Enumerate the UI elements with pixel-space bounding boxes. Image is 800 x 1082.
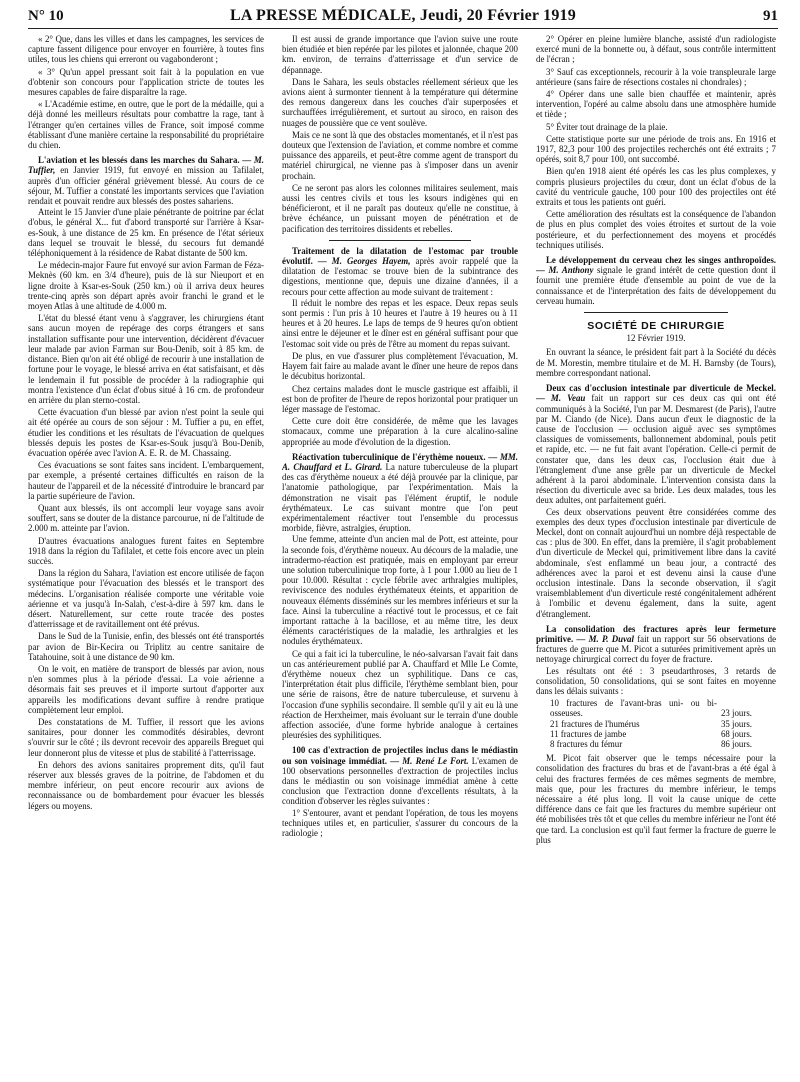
page-number: 91 [763, 8, 778, 24]
paragraph: Les résultats ont été : 3 pseudarthroses, 3 retards de consolidation, 50 consolidations, qui se sont faites en moyenne dans les délais suivants : [536, 665, 776, 696]
section-title: Deux cas d'occlusion intestinale par diverticule de Meckel. [546, 383, 776, 394]
section-title: Traitement de la dilatation de l'estomac par trouble évolutif. [282, 245, 518, 267]
paragraph: L'état du blessé étant venu à s'aggraver, les chirurgiens étant sans aucun moyen de repérage des corps étrangers et sans installation suffisante pour une intervention, décidèrent d'évacuer leur malade par avion Farman sur Bou-Denib, soit à 85 km. de distance. Bien qu'on ait été obligé de recourir à une installation de fortune pour le voyage, le blessé arriva en état satisfaisant, et dès le lendemain il fut possible de procéder à la radiographie qui montra l'existence d'un éclat d'obus situé à 16 cm. de profondeur en arrière du plan sterno-costal. [28, 313, 264, 405]
paragraph: Quant aux blessés, ils ont accompli leur voyage sans avoir souffert, sans se douter de la distance parcourue, ni de l'altitude de 2.000 m. atteinte par l'avion. [28, 502, 264, 534]
paragraph: Chez certains malades dont le muscle gastrique est affaibli, il est bon de profiter de l'heure de repos horizontal pour pratiquer un léger massage de l'estomac. [282, 383, 518, 414]
session-date: 12 Février 1919. [626, 333, 686, 344]
section-title: L'aviation et les blessés dans les marches du Sahara. [38, 155, 240, 166]
journal-title: LA PRESSE MÉDICALE, Jeudi, 20 Février 1919 [230, 7, 576, 24]
paragraph: Il est aussi de grande importance que l'avion suive une route bien étudiée et bien repérée par les pilotes et jalonnée, chaque 200 km. environ, de terrains d'atterrissage et d'un service de dépannage. [282, 34, 518, 75]
issue-number: N° 10 [28, 8, 64, 24]
paragraph: M. Picot fait observer que le temps nécessaire pour la consolidation des fractures du bras et de l'avant-bras a été égal à celui des fractures fermées de ces mêmes segments de membre, mais que, pour les fractures du membre inférieur, le temps nécessaire a été plus long. Il voit la cause unique de cette différence dans ce fait que les fractures du membre supérieur ont été mobilisées très tôt et que celles du membre inférieur ne l'ont été que tard. La conclusion est qu'il faut fermer la fracture de guerre le plus [536, 753, 776, 845]
section-lead: fait un rapport sur 56 observations de fractures de guerre que M. Picot a suturées primitivement après un nettoyage chirurgical correct du foyer de fracture. [536, 633, 776, 665]
section-lead: La nature tuberculeuse de la plupart des cas d'érythème noueux a été déjà prouvée par la clinique, par l'anatomie pathologique, par l'expérimentation. Mais la démonstration ne visait pas l'élément éruptif, le nodule érythémateux. Le cas suivant montre que l'on peut expérimentalement réactiver tout l'ensemble du processus morbide, fièvre, astralgies, éruption. [282, 461, 518, 534]
paragraph: De plus, en vue d'assurer plus complètement l'évacuation, M. Hayem fait faire au malade avant le dîner une heure de repos dans le décubitus horizontal. [282, 350, 518, 382]
table-row [536, 698, 776, 718]
paragraph: Le médecin-major Faure fut envoyé sur avion Farman de Féza-Meknès (60 km. en 3/4 d'heure), puis de là sur Nieuport et en ligne droite à Ksar-es-Souk (250 km.) où il arriva deux heures trente-cinq après son départ après avoir franchi le grand et le moyen Atlas à une altitude de 4.000 m. [28, 260, 264, 312]
section-lead: signale le grand intérêt de cette question dont il fournit une première étude d'ensemble au point de vue de la connaissance et de l'interprétation des faits de développement du cerveau humain. [536, 265, 776, 306]
section-fractures [536, 624, 776, 665]
table-cell-value: 35 jours. [720, 718, 752, 729]
paragraph: « L'Académie estime, en outre, que le port de la médaille, qui a déjà donné les meilleurs résultats pour combattre la rage, tant à l'étranger qu'en certaines villes de France, soit imposé comme établissant d'une manière certaine la responsabilité du propriétaire du chien. [28, 99, 264, 151]
paragraph: 5° Éviter tout drainage de la plaie. [546, 121, 668, 132]
section-author: — M. Anthony [536, 265, 594, 276]
paragraph: Dans le Sahara, les seuls obstacles réellement sérieux que les avions aient à surmonter tiennent à la température qui détermine des remous dangereux dans les couches d'air superposées et surchauffées irrégulièrement, et surtout au siroco, en raison des nuages de poussière que ce vent soulève. [282, 76, 518, 128]
table-cell-value: 86 jours. [720, 739, 752, 749]
table-cell-label: 8 fractures du fémur [550, 739, 623, 749]
paragraph: Bien qu'en 1918 aient été opérés les cas les plus complexes, y compris plusieurs projectiles du cœur, dont un éclat d'obus de la cavité du ventricule gauche, 100 pour 100 des projectiles ont été extraits et tous les patients ont guéri. [536, 166, 776, 208]
paragraph: Dans le Sud de la Tunisie, enfin, des blessés ont été transportés par avion de Bir-Kecira ou Triplitz au centre sanitaire de Tatahouine, soit à une distance de 90 km. [28, 631, 264, 662]
paragraph: 2° Opérer en pleine lumière blanche, assisté d'un radiologiste exercé muni de la bonnette ou, à défaut, sous contrôle intermittent de l'écran ; [536, 34, 776, 65]
section-lead: fait un rapport sur ces deux cas qui ont été communiqués à la Société, l'un par M. Desmarest (de Paris), l'autre par M. Ciando (de Nice). Dans aucun d'eux le diagnostic de la cause de l'occlusion — occlusion aiguë avec ses symptômes classiques de vomissements, ballonnement abdominal, pouls petit et rapide, etc. — ne fut fait avant l'opération. Celle-ci permit de constater que, dans les deux cas, l'occlusion était due à l'étranglement d'une anse grêle par un diverticule de Meckel adhérent à la paroi abdominale. L'intervention consista dans la résection du diverticule avec sa bride. Les deux malades, tous les deux adultes, ont parfaitement guéri. [536, 393, 776, 506]
paragraph: Cette évacuation d'un blessé par avion n'est point la seule qui ait été opérée au cours de son séjour : M. Tuffier a pu, en effet, étudier les conditions et les résultats de l'évacuation de quelques blessés depuis les postes de Ksar-es-Souk jusqu'à Bou-Denib, évacuation opérée avec l'avion A. E. R. de M. Chassaing. [28, 407, 264, 458]
paragraph: Il réduit le nombre des repas et les espace. Deux repas seuls sont permis : l'un pris à 10 heures et l'autre à 19 heures ou à 11 heures et à 20 heures. Le laps de temps de 9 heures qu'on obtient ainsi entre le déjeuner et le dîner est en général suffisant pour que l'estomac soit vide ou près de l'être au moment du repas suivant. [282, 297, 518, 349]
table-cell-value: 68 jours. [720, 728, 752, 739]
section-author: — MM. A. Chauffard et L. Girard. [282, 451, 518, 472]
paragraph: 3° Sauf cas exceptionnels, recourir à la voie transpleurale large antérieure (sans faire de résections costales ni chondrales) ; [536, 66, 776, 87]
section-title: 100 cas d'extraction de projectiles inclus dans le médiastin ou son voisinage immédiat. [282, 745, 518, 766]
section-erythema [282, 452, 518, 534]
paragraph: D'autres évacuations analogues furent faites en Septembre 1918 dans la région du Tafilalet, et cette fois encore avec un plein succès. [28, 535, 264, 566]
paragraph: Des constatations de M. Tuffier, il ressort que les avions sanitaires, pour donner les commodités désirables, devront s'ouvrir sur le côté ; ils devront recevoir des appareils Breguet qui leur donneront plus de vitesse et plus de stabilité à l'atterrissage. [28, 717, 264, 758]
section-title: La consolidation des fractures après leur fermeture primitive. [536, 623, 776, 644]
section-projectiles [282, 745, 518, 806]
table-cell-value: 23 jours. [720, 708, 752, 719]
society-heading: SOCIÉTÉ DE CHIRURGIE [587, 320, 725, 333]
section-divider [584, 312, 728, 313]
column-1 [28, 34, 264, 1074]
paragraph: En ouvrant la séance, le président fait part à la Société du décès de M. Morestin, membre titulaire et de M. H. Barnsby (de Tours), membre correspondant national. [536, 347, 776, 378]
paragraph: Ce qui a fait ici la tuberculine, le néo-salvarsan l'avait fait dans un cas antérieurement publié par A. Chauffard et Mlle Le Comte, d'érythème noueux chez un syphilitique. Dans ce cas, l'interprétation était plus difficile, l'érythème semblant bien, pour une série de raisons, être de nature tuberculeuse, et survenu à l'occasion d'une syphilis secondaire. Il semble qu'il y ait eu là une réaction de Herxheimer, mais évoluant sur le terrain d'une double affection associée, d'une forme hybride analogue à certaines pleurésies des syphilitiques. [282, 648, 518, 741]
section-divider [329, 240, 471, 241]
fracture-stats-table [536, 698, 776, 749]
paragraph: Ce ne seront pas alors les colonnes militaires seulement, mais aussi les centres civils et tous les ksours indigènes qui en bénéficieront, et il ne paraît pas douteux qu'elle ne constitue, à brève échéance, un puissant moyen de pénétration et de pacification des territoires dissidents et rebelles. [282, 182, 518, 234]
table-cell-label: 10 fractures de l'avant-bras uni- ou bi-osseuses. [550, 698, 717, 719]
section-author: — M. Georges Hayem, [317, 256, 411, 267]
table-cell-label: 21 fractures de l'humérus [550, 718, 640, 729]
table-cell-label: 11 fractures de jambe [550, 728, 627, 739]
paragraph: Ces évacuations se sont faites sans incident. L'embarquement, par exemple, a présenté certaines difficultés en raison de la hauteur de l'appareil et de la nécessité d'introduire le brancard par la partie supérieure de l'avion. [28, 460, 264, 501]
section-author: — M. Tuffier, [28, 155, 264, 176]
paragraph: 1° S'entourer, avant et pendant l'opération, de tous les moyens techniques utiles et, en particulier, s'assurer du concours de la radiologie ; [282, 807, 518, 839]
page-header [28, 6, 778, 29]
section-stomach [282, 246, 518, 297]
paragraph: On le voit, en matière de transport de blessés par avion, nous n'en sommes plus à la période d'essai. La voie aérienne a désormais fait ses preuves et il importe surtout d'apporter aux appareils les modifications devant suffire à rendre pratique complètement leur emploi. [28, 663, 264, 715]
section-title: Réactivation tuberculinique de l'érythème noueux. [292, 451, 486, 462]
section-lead: en Janvier 1919, fut envoyé en mission au Tafilalet, auprès d'un officier général grièvement blessé. Au cours de ce séjour, M. Tuffier a constaté les importants services que l'aviation rendait et pouvait rendre aux blessés des postes sahariens. [28, 165, 264, 207]
section-title: Le développement du cerveau chez les singes anthropoïdes. [546, 255, 776, 266]
paragraph: Une femme, atteinte d'un ancien mal de Pott, est atteinte, pour la seconde fois, d'érythème noueux. Au décours de la maladie, une intradermo-réaction est pratiquée, mais en employant par erreur une solution tuberculinique trop forte, à 1 pour 1.000 au lieu de 1 pour 10.000. Résultat : cycle fébrile avec arthralgies multiples, reviviscence des nodules érythémateux éteints, et apparition de nouveaux éléments disséminés sur les membres inférieurs et sur la face. Ainsi la tuberculine a réactivé tout le processus, et ce fait important rattache à la bacillose, et au même titre, les deux éléments caractéristiques de la maladie, les arthralgies et les nodules érythémateux. [282, 534, 518, 647]
section-author: — M. Veau [536, 393, 586, 404]
section-occlusion [536, 383, 776, 505]
table-row [536, 729, 776, 739]
section-author: — M. René Le Fort. [390, 755, 469, 766]
column-2 [282, 34, 518, 1074]
paragraph: « 2° Que, dans les villes et dans les campagnes, les services de capture fassent diligence pour envoyer en fourrière, à toutes fins utiles, tous les chiens qui erreront ou vagabonderont ; [28, 34, 264, 65]
section-author: — M. P. Duval [576, 633, 634, 644]
paragraph: Cette amélioration des résultats est la conséquence de l'abandon de plus en plus complet des voies étroites et surtout de la voie postérieure, et du perfectionnement des moyens et procédés techniques utilisés. [536, 209, 776, 250]
section-aviation [28, 155, 264, 206]
paragraph: Ces deux observations peuvent être considérées comme des exemples des deux types d'occlusion intestinale par diverticule de Meckel, dont on connaît aujourd'hui un nombre déjà respectable de cas : plus de 300. En effet, dans la première, il s'agit probablement d'un diverticule de Meckel qui, primitivement libre dans la cavité abdominale, s'est enflammé un beau jour, a contracté des adhérences avec la paroi et est devenu ainsi la cause d'une occlusion intestinale. Dans la seconde observation, il s'agit vraisemblablement d'un diverticule resté congénitalement adhérent à l'ombilic et devenu également, dans la suite, agent d'étranglement. [536, 506, 776, 619]
paragraph: « 3° Qu'un appel pressant soit fait à la population en vue d'obtenir son concours pour l'application stricte de toutes les mesures capables de faire disparaître la rage. [28, 66, 264, 98]
paragraph: Cette cure doit être considérée, de même que les lavages stomacaux, comme une préparation à la cure alcalino-saline appropriée au mode d'évolution de la digestion. [282, 416, 518, 447]
paragraph: 4° Opérer dans une salle bien chauffée et maintenir, après intervention, l'opéré au calme absolu dans une atmosphère humide et tiède ; [536, 89, 776, 120]
paragraph: Mais ce ne sont là que des obstacles momentanés, et il n'est pas douteux que l'extension de l'aviation, et comme nombre et comme puissance des appareils, et peut-être comme agent de transport du matériel chirurgical, ne vienne pas à s'imposer dans un avenir prochain. [282, 129, 518, 181]
section-lead: L'examen de 100 observations personnelles d'extraction de projectiles inclus dans le médiastin ou son voisinage immédiat amène à cette conclusion que l'extraction donne d'excellents résultats, à la condition d'observer les règles suivantes : [282, 755, 518, 807]
paragraph: En dehors des avions sanitaires proprement dits, qu'il faut réserver aux blessés graves de la poitrine, de l'abdomen et du membre inférieur, on peut encore recourir aux avions de reconnaissance ou de bombardement pour évacuer les blessés légers ou moyens. [28, 759, 264, 811]
paragraph: Dans la région du Sahara, l'aviation est encore utilisée de façon systématique pour l'évacuation des blessés et le transport des médecins. L'organisation réalisée comporte une véritable voie aérienne et va jusqu'à In-Salah, c'est-à-dire à 597 km. dans le désert. Naturellement, sur cette route tracée des postes d'atterrissage et de ravitaillement ont été prévus. [28, 568, 264, 630]
table-row [536, 739, 776, 749]
section-lead: après avoir rappelé que la dilatation de l'estomac se trouve bien de la subintrance des digestions, mentionne que, depuis une dizaine d'années, il a recours pour cette affection au mode suivant de traitement : [282, 256, 518, 297]
column-3 [536, 34, 776, 1074]
table-row [536, 719, 776, 729]
paragraph: Atteint le 15 Janvier d'une plaie pénétrante de poitrine par éclat d'obus, le général X... fut d'abord transporté sur l'arrière à Ksar-es-Souk, à une distance de 25 km. En présence de l'état sérieux dans lequel se trouvait le blessé, du secours fut demandé téléphoniquement à la résidence de Rabat distante de 500 km. [28, 207, 264, 259]
section-brain [536, 255, 776, 306]
paragraph: Cette statistique porte sur une période de trois ans. En 1916 et 1917, 82,3 pour 100 des projectiles recherchés ont été extraits ; 7 opérés, soit 8,7 pour 100, ont succombé. [536, 133, 776, 165]
